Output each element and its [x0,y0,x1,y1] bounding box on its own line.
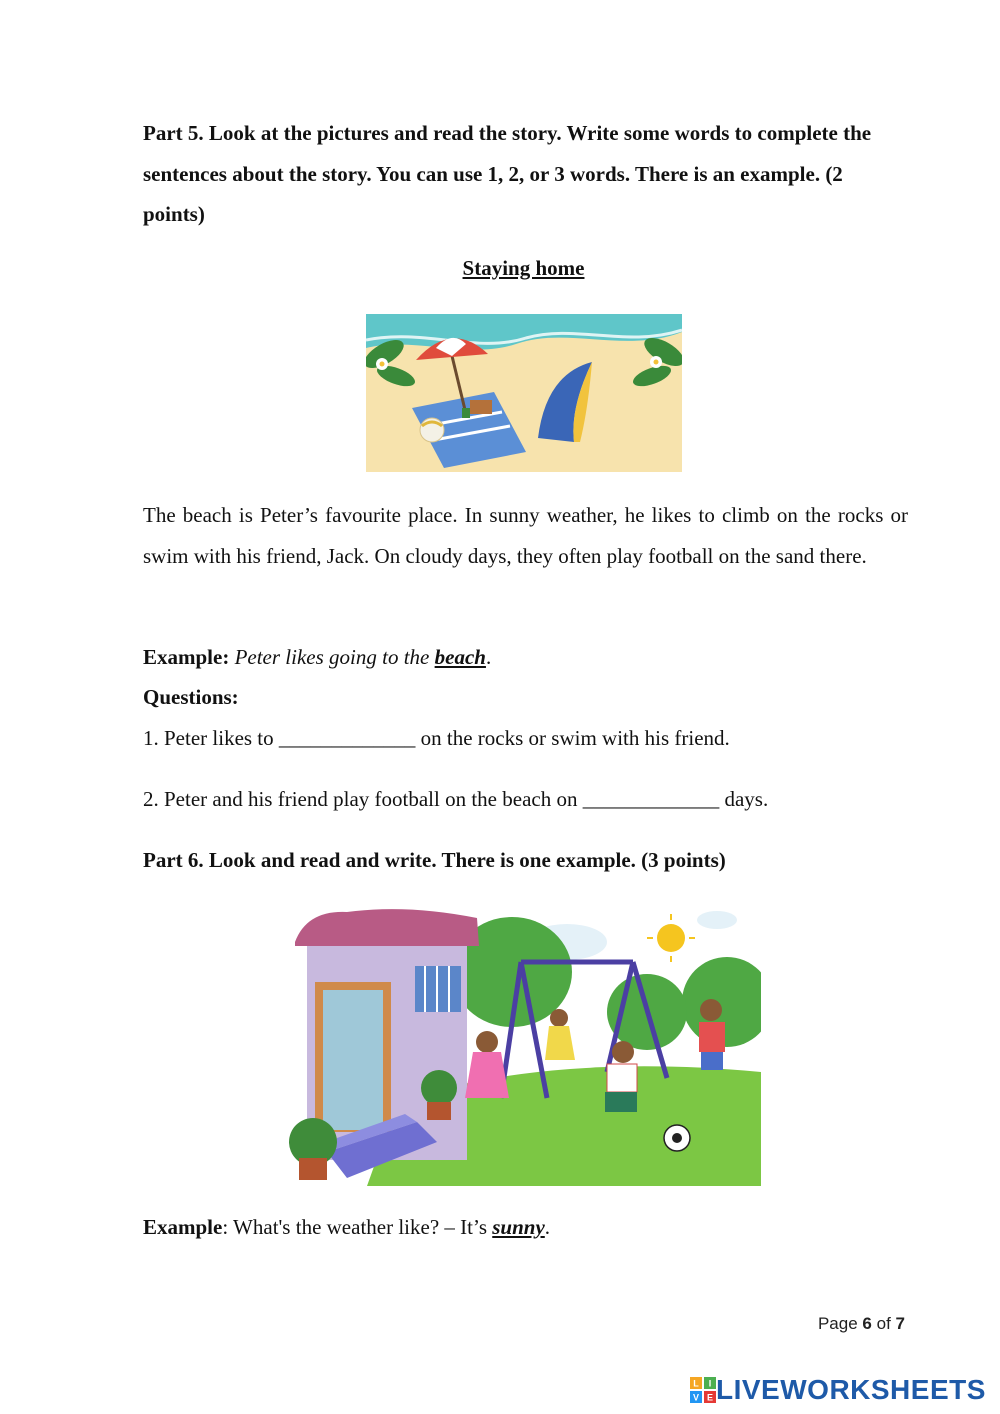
story-text: The beach is Peter’s favourite place. In sunny weather, he likes to climb on the rocks or swim with his friend, Jack. On cloudy days, they often play football on the sand there. [143,503,908,568]
part6-example-label: Example [143,1215,223,1239]
svg-text:E: E [706,1392,714,1403]
park-illustration [287,902,761,1186]
question-2[interactable]: 2. Peter and his friend play football on the beach on _____________ days. [143,787,769,811]
brand-name: LIVEWORKSHEETS [716,1374,986,1405]
example-sentence: Peter likes going to the [234,645,430,669]
svg-text:I: I [708,1378,712,1389]
example-answer: beach [434,645,486,669]
part6-example: Example: What's the weather like? – It’s sunny. [143,1215,551,1239]
page-number: Page 6 of 7 [817,1314,905,1333]
liveworksheets-logo[interactable] [690,1374,986,1406]
svg-text:L: L [693,1378,699,1389]
part6-example-question: : What's the weather like? – It’s [222,1215,487,1239]
part5-heading: Part 5. Look at the pictures and read the story. Write some words to complete the sentences about the story. You can use 1, 2, or 3 words. There is an example. (2 points) [143,121,872,226]
example-label: Example: [143,645,230,669]
page-total: 7 [895,1314,905,1333]
part5-example: Example: Peter likes going to the beach. [143,645,492,669]
svg-text:V: V [692,1392,700,1403]
question-1[interactable]: 1. Peter likes to _____________ on the rocks or swim with his friend. [143,726,730,750]
part6-example-answer: sunny [492,1215,545,1239]
questions-label: Questions: [143,685,239,709]
story-title: Staying home [462,256,585,280]
liveworksheets-grid-icon [690,1377,716,1403]
part6-heading: Part 6. Look and read and write. There is one example. (3 points) [143,848,726,872]
beach-illustration [366,314,682,472]
page-current: 6 [862,1314,872,1333]
